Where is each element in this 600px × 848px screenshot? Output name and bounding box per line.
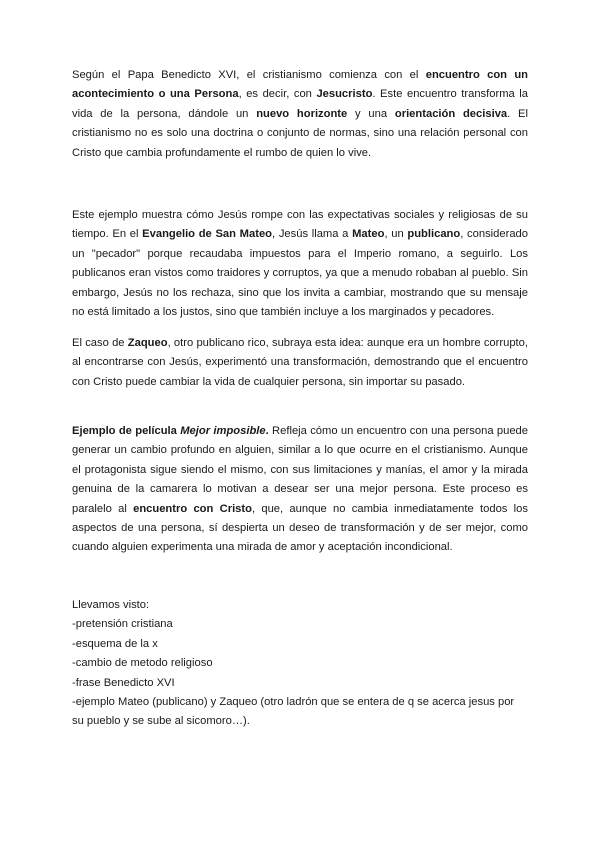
paragraph-mateo [72, 206, 528, 322]
bold-span: . [265, 425, 269, 437]
bold-span: Evangelio de San Mateo [142, 228, 273, 241]
text-span: , un [384, 228, 408, 241]
bold-span: nuevo horizonte [256, 107, 348, 120]
notes-heading: Llevamos visto: [72, 599, 150, 611]
text-span: Este ejemplo muestra cómo Jesús rompe con las expectativas sociales y religiosas de su tiempo. En el [72, 209, 528, 241]
text-span: , es decir, con [238, 88, 317, 101]
bold-span: encuentro con Cristo [133, 502, 252, 515]
paragraph-benedicto [72, 66, 528, 163]
text-span: y una [347, 107, 395, 120]
text-span: , Jesús llama a [272, 228, 353, 241]
bold-span: Mateo [352, 228, 385, 241]
text-span: Según el Papa Benedicto XVI, el cristianismo comienza con el [72, 69, 426, 81]
text-span: , que, aunque no cambia inmediatamente todos los aspectos de una persona, sí despierta un deseo de transformación y de ser mejor, como cuando alguien experimenta una mirada de amor y aceptación incondicional. [72, 502, 528, 554]
list-item: -esquema de la x [72, 637, 158, 650]
text-span: , otro publicano rico, subraya esta idea: aunque era un hombre corrupto, al encontrarse con Jesús, experimentó una transformación, demostrando que el encuentro con Cristo puede cambiar la vida de cualquier persona, sin importar su pasado. [72, 337, 528, 388]
bold-italic-span: Mejor imposible [180, 425, 266, 437]
bold-span: Ejemplo de película [72, 425, 181, 437]
bold-span: Zaqueo [127, 337, 168, 349]
list-item: -pretensión cristiana [72, 618, 173, 631]
notes-list [72, 596, 528, 732]
text-span: Refleja cómo un encuentro con una persona puede generar un cambio profundo en alguien, similar a lo que ocurre en el cristianismo. Aunque el protagonista sigue siendo el mismo, con sus limitaciones y manías, el amor y la mirada genuina de la camarera lo motivan a desear ser una mejor persona. Este proceso es paralelo al [72, 425, 528, 515]
list-item: -frase Benedicto XVI [72, 676, 175, 689]
text-span: El caso de [72, 337, 128, 349]
paragraph-pelicula [72, 422, 528, 558]
bold-span: encuentro con un acontecimiento o una Persona [72, 69, 529, 101]
bold-span: Jesucristo [316, 88, 373, 101]
text-span: , considerado un "pecador" porque recaudaba impuestos para el Imperio romano, a seguirlo. Los publicanos eran vistos como traidores y corruptos, ya que a menudo robaban al pueblo. Sin embargo, Jesús no los rechaza, sino que los invita a cambiar, mostrando que su mensaje no está limitado a los justos, sino que también incluye a los marginados y pecadores. [72, 228, 528, 319]
paragraph-zaqueo [72, 334, 528, 392]
text-span: . Este encuentro transforma la vida de la persona, dándole un [72, 88, 528, 120]
list-item: -cambio de metodo religioso [72, 657, 213, 670]
text-span: . El cristianismo no es solo una doctrina o conjunto de normas, sino una relación personal con Cristo que cambia profundamente el rumbo de quien lo vive. [72, 107, 528, 159]
list-item: -ejemplo Mateo (publicano) y Zaqueo (otro ladrón que se entera de q se acerca jesus por su pueblo y se sube al sicomoro…). [72, 696, 515, 728]
bold-span: orientación decisiva [394, 107, 508, 120]
bold-span: publicano [407, 228, 461, 241]
